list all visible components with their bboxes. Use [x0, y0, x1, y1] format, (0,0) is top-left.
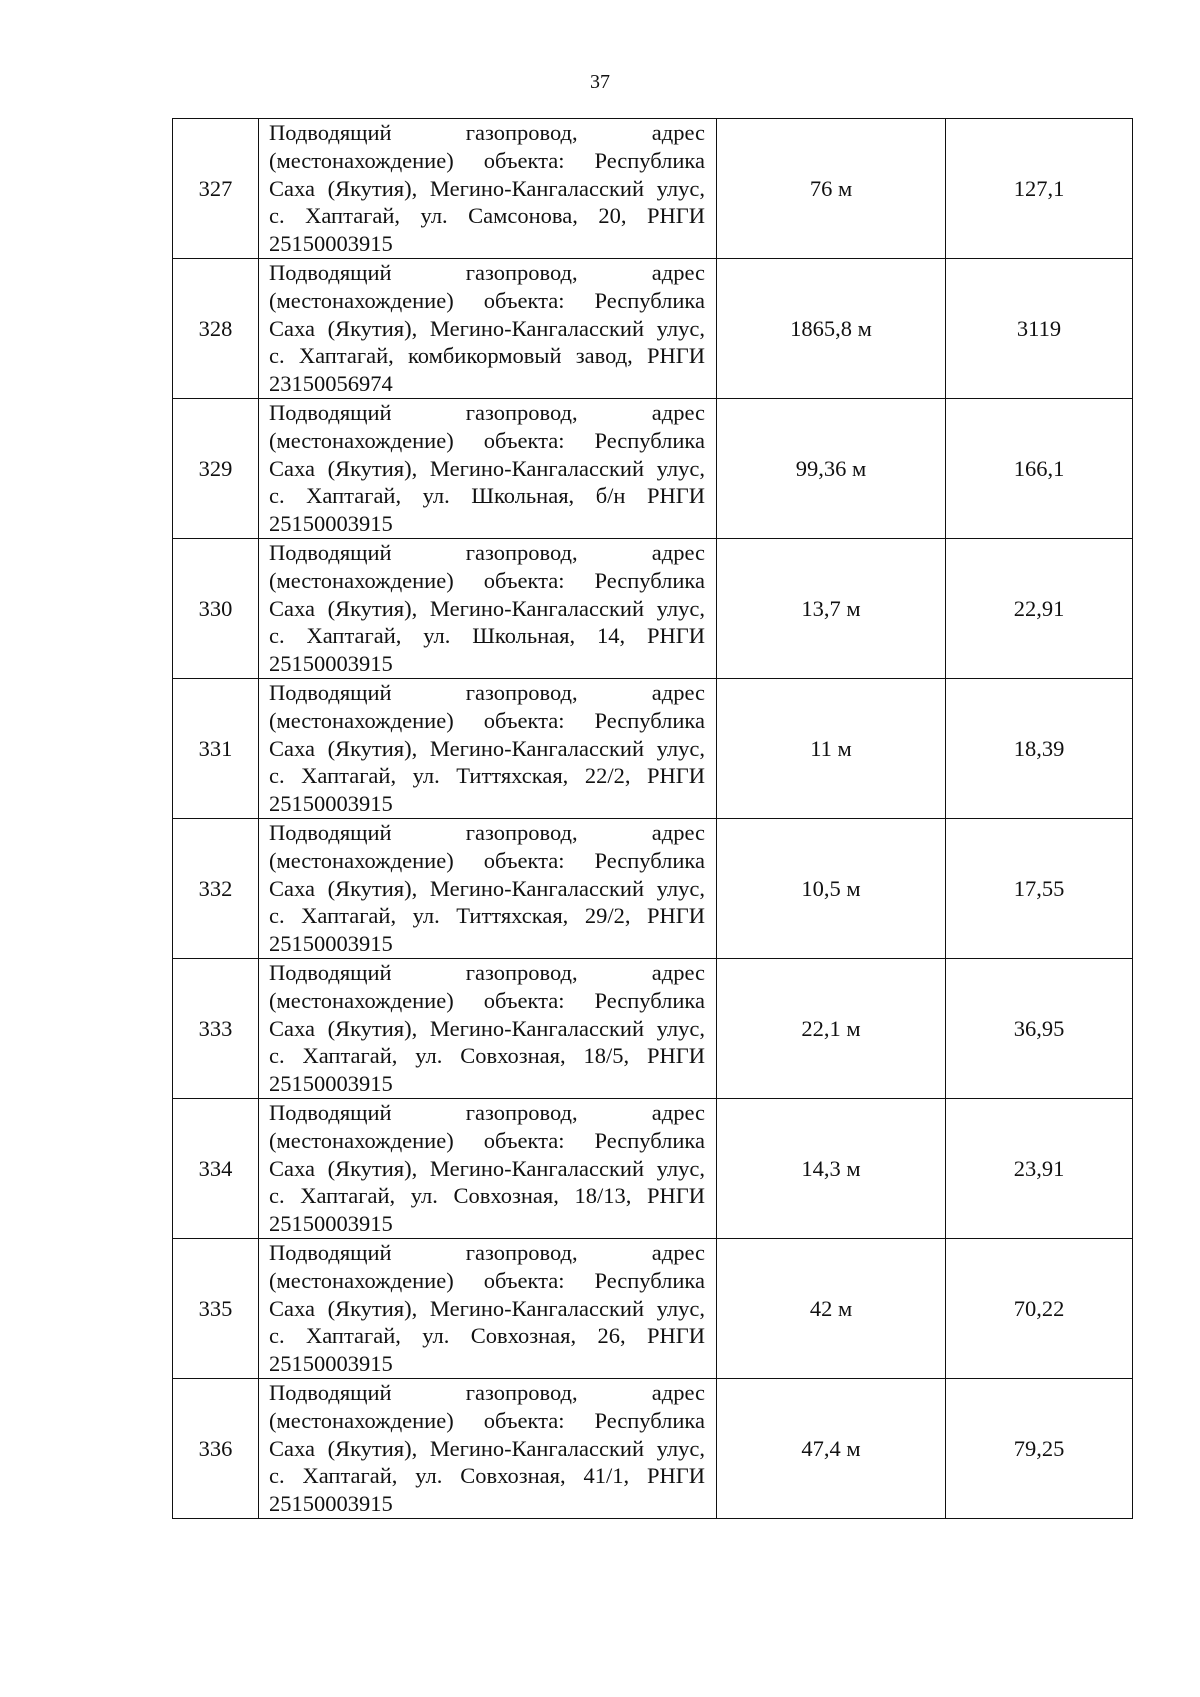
- row-number: 327: [173, 119, 259, 259]
- object-description-text: Подводящий газопровод, адрес (местонахождение) объекта: Республика Саха (Якутия), Мегино-Кангаласский улус, с. Хаптагай, комбикормовый завод, РНГИ 23150056974: [269, 260, 705, 397]
- table-row: [173, 1379, 1133, 1519]
- table-row: [173, 959, 1133, 1099]
- registry-table-body: [173, 119, 1133, 1519]
- object-value: 166,1: [946, 399, 1133, 539]
- object-value: 3119: [946, 259, 1133, 399]
- object-description-text: Подводящий газопровод, адрес (местонахождение) объекта: Республика Саха (Якутия), Мегино-Кангаласский улус, с. Хаптагай, ул. Школьная, б/н РНГИ 25150003915: [269, 400, 705, 537]
- object-length: 13,7 м: [717, 539, 946, 679]
- object-description-text: Подводящий газопровод, адрес (местонахождение) объекта: Республика Саха (Якутия), Мегино-Кангаласский улус, с. Хаптагай, ул. Совхозная, 18/13, РНГИ 25150003915: [269, 1100, 705, 1237]
- object-description-text: Подводящий газопровод, адрес (местонахождение) объекта: Республика Саха (Якутия), Мегино-Кангаласский улус, с. Хаптагай, ул. Титтяхская, 22/2, РНГИ 25150003915: [269, 680, 705, 817]
- object-length: 11 м: [717, 679, 946, 819]
- object-description: [259, 819, 717, 959]
- row-number: 336: [173, 1379, 259, 1519]
- object-length: 10,5 м: [717, 819, 946, 959]
- object-value: 36,95: [946, 959, 1133, 1099]
- object-value: 70,22: [946, 1239, 1133, 1379]
- object-length: 99,36 м: [717, 399, 946, 539]
- object-description: [259, 959, 717, 1099]
- row-number: 328: [173, 259, 259, 399]
- object-length: 76 м: [717, 119, 946, 259]
- object-length: 47,4 м: [717, 1379, 946, 1519]
- object-description: [259, 1239, 717, 1379]
- object-length: 42 м: [717, 1239, 946, 1379]
- object-value: 18,39: [946, 679, 1133, 819]
- page-number: 37: [590, 71, 610, 93]
- row-number: 334: [173, 1099, 259, 1239]
- table-row: [173, 1239, 1133, 1379]
- table-row: [173, 1099, 1133, 1239]
- object-description: [259, 1379, 717, 1519]
- object-value: 127,1: [946, 119, 1133, 259]
- object-description: [259, 539, 717, 679]
- object-value: 17,55: [946, 819, 1133, 959]
- object-description-text: Подводящий газопровод, адрес (местонахождение) объекта: Республика Саха (Якутия), Мегино-Кангаласский улус, с. Хаптагай, ул. Совхозная, 41/1, РНГИ 25150003915: [269, 1380, 705, 1517]
- table-row: [173, 539, 1133, 679]
- object-description: [259, 259, 717, 399]
- table-row: [173, 679, 1133, 819]
- object-length: 14,3 м: [717, 1099, 946, 1239]
- row-number: 335: [173, 1239, 259, 1379]
- table-row: [173, 399, 1133, 539]
- object-description-text: Подводящий газопровод, адрес (местонахождение) объекта: Республика Саха (Якутия), Мегино-Кангаласский улус, с. Хаптагай, ул. Школьная, 14, РНГИ 25150003915: [269, 540, 705, 677]
- object-description: [259, 1099, 717, 1239]
- object-value: 79,25: [946, 1379, 1133, 1519]
- object-description-text: Подводящий газопровод, адрес (местонахождение) объекта: Республика Саха (Якутия), Мегино-Кангаласский улус, с. Хаптагай, ул. Совхозная, 18/5, РНГИ 25150003915: [269, 960, 705, 1097]
- object-length: 22,1 м: [717, 959, 946, 1099]
- object-description-text: Подводящий газопровод, адрес (местонахождение) объекта: Республика Саха (Якутия), Мегино-Кангаласский улус, с. Хаптагай, ул. Титтяхская, 29/2, РНГИ 25150003915: [269, 820, 705, 957]
- table-row: [173, 819, 1133, 959]
- object-description-text: Подводящий газопровод, адрес (местонахождение) объекта: Республика Саха (Якутия), Мегино-Кангаласский улус, с. Хаптагай, ул. Самсонова, 20, РНГИ 25150003915: [269, 120, 705, 257]
- registry-table: [172, 118, 1133, 1519]
- row-number: 329: [173, 399, 259, 539]
- object-value: 22,91: [946, 539, 1133, 679]
- object-description: [259, 679, 717, 819]
- row-number: 332: [173, 819, 259, 959]
- object-description: [259, 399, 717, 539]
- object-value: 23,91: [946, 1099, 1133, 1239]
- row-number: 330: [173, 539, 259, 679]
- object-description-text: Подводящий газопровод, адрес (местонахождение) объекта: Республика Саха (Якутия), Мегино-Кангаласский улус, с. Хаптагай, ул. Совхозная, 26, РНГИ 25150003915: [269, 1240, 705, 1377]
- table-row: [173, 119, 1133, 259]
- object-description: [259, 119, 717, 259]
- object-length: 1865,8 м: [717, 259, 946, 399]
- table-row: [173, 259, 1133, 399]
- row-number: 331: [173, 679, 259, 819]
- row-number: 333: [173, 959, 259, 1099]
